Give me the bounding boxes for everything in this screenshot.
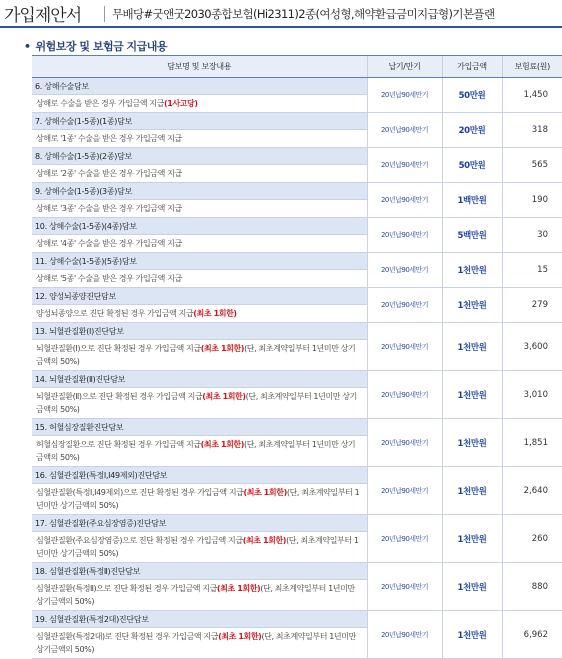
premium-value: 3,010 bbox=[502, 371, 562, 419]
description-highlight: (최초 1회한) bbox=[218, 632, 262, 641]
coverage-description bbox=[32, 305, 367, 323]
payment-period: 20년납90세만기 bbox=[367, 611, 442, 659]
description-note: (단, 최초계약일부터 1년미만 상기금액의 50%) bbox=[36, 488, 360, 510]
coverage-name: 17. 심혈관질환(주요심장염증)진단담보 bbox=[32, 515, 367, 532]
coverage-name: 13. 뇌혈관질환(Ⅰ)진단담보 bbox=[32, 323, 367, 340]
premium-value: 565 bbox=[502, 148, 562, 183]
coverage-name: 12. 양성뇌종양진단담보 bbox=[32, 288, 367, 305]
coverage-name: 18. 심혈관질환(특정Ⅱ)진단담보 bbox=[32, 563, 367, 580]
coverage-name: 10. 상해수술(1-5종)(4종)담보 bbox=[32, 218, 367, 235]
coverage-description bbox=[32, 436, 367, 467]
coverage-name-row bbox=[32, 611, 562, 628]
coverage-name-row bbox=[32, 78, 562, 95]
coverage-name-row bbox=[32, 218, 562, 235]
description-highlight: (최초 1회한) bbox=[200, 344, 245, 353]
insured-amount: 1천만원 bbox=[442, 288, 502, 323]
coverage-name-row bbox=[32, 113, 562, 130]
premium-value: 3,600 bbox=[502, 323, 562, 371]
payment-period: 20년납90세만기 bbox=[367, 515, 442, 563]
coverage-description bbox=[32, 388, 367, 419]
insured-amount: 20만원 bbox=[442, 113, 502, 148]
insured-amount: 1천만원 bbox=[442, 563, 502, 611]
payment-period: 20년납90세만기 bbox=[367, 253, 442, 288]
insured-amount: 50만원 bbox=[442, 78, 502, 113]
description-note: (단, 최초계약일부터 1년미만 상기금액의 50%) bbox=[36, 632, 356, 654]
description-text: 상해로 수술을 받은 경우 가입금액 지급 bbox=[36, 99, 164, 108]
table-header-row bbox=[32, 56, 562, 78]
description-note: (단, 최초계약일부터 1년미만 상기금액의 50%) bbox=[36, 440, 356, 462]
description-text: 심혈관질환(주요심장염증)으로 진단 확정된 경우 가입금액 지급 bbox=[36, 536, 243, 545]
payment-period: 20년납90세만기 bbox=[367, 183, 442, 218]
insured-amount: 1천만원 bbox=[442, 611, 502, 659]
description-note: (단, 최초계약일부터 1년미만 상기금액의 50%) bbox=[36, 536, 359, 558]
insured-amount: 1천만원 bbox=[442, 419, 502, 467]
description-text: 상해로 '4종' 수술을 받은 경우 가입금액 지급 bbox=[36, 239, 182, 248]
coverage-name-row bbox=[32, 183, 562, 200]
insured-amount: 1천만원 bbox=[442, 371, 502, 419]
premium-value: 190 bbox=[502, 183, 562, 218]
coverage-description bbox=[32, 95, 367, 113]
premium-value: 2,640 bbox=[502, 467, 562, 515]
coverage-description bbox=[32, 340, 367, 371]
payment-period: 20년납90세만기 bbox=[367, 113, 442, 148]
coverage-name: 14. 뇌혈관질환(Ⅱ)진단담보 bbox=[32, 371, 367, 388]
insured-amount: 1백만원 bbox=[442, 183, 502, 218]
payment-period: 20년납90세만기 bbox=[367, 419, 442, 467]
description-text: 심혈관질환(특정2대)로 진단 확정된 경우 가입금액 지급 bbox=[36, 632, 219, 641]
description-note: (단, 최초계약일부터 1년미만 상기금액의 50%) bbox=[36, 344, 356, 366]
coverage-description bbox=[32, 200, 367, 218]
description-text: 뇌혈관질환(Ⅰ)으로 진단 확정된 경우 가입금액 지급 bbox=[36, 344, 201, 353]
coverage-description bbox=[32, 628, 367, 659]
header-divider bbox=[104, 6, 105, 22]
document-title: 가입제안서 bbox=[4, 6, 82, 26]
premium-value: 6,962 bbox=[502, 611, 562, 659]
description-text: 심혈관질환(특정Ⅰ,I49제외)으로 진단 확정된 경우 가입금액 지급 bbox=[36, 488, 244, 497]
description-text: 뇌혈관질환(Ⅱ)으로 진단 확정된 경우 가입금액 지급 bbox=[36, 392, 203, 401]
coverage-name-row bbox=[32, 563, 562, 580]
coverage-name-row bbox=[32, 371, 562, 388]
coverage-description bbox=[32, 270, 367, 288]
insured-amount: 50만원 bbox=[442, 148, 502, 183]
coverage-name-row bbox=[32, 288, 562, 305]
coverage-name-row bbox=[32, 467, 562, 484]
column-header-period: 납기/만기 bbox=[367, 56, 442, 78]
description-text: 심혈관질환(특정Ⅱ)으로 진단 확정된 경우 가입금액 지급 bbox=[36, 584, 217, 593]
coverage-description bbox=[32, 165, 367, 183]
description-note: (단, 최초계약일부터 1년미만 상기금액의 50%) bbox=[36, 584, 355, 606]
payment-period: 20년납90세만기 bbox=[367, 323, 442, 371]
column-header-premium: 보험료(원) bbox=[502, 56, 562, 78]
premium-value: 1,851 bbox=[502, 419, 562, 467]
premium-value: 15 bbox=[502, 253, 562, 288]
coverage-name: 11. 상해수술(1-5종)(5종)담보 bbox=[32, 253, 367, 270]
description-text: 상해로 '1종' 수술을 받은 경우 가입금액 지급 bbox=[36, 134, 182, 143]
coverage-name: 6. 상해수술담보 bbox=[32, 78, 367, 95]
bullet-icon: • bbox=[24, 40, 31, 53]
payment-period: 20년납90세만기 bbox=[367, 218, 442, 253]
payment-period: 20년납90세만기 bbox=[367, 148, 442, 183]
coverage-name: 16. 심혈관질환(특정Ⅰ,I49제외)진단담보 bbox=[32, 467, 367, 484]
payment-period: 20년납90세만기 bbox=[367, 467, 442, 515]
coverage-table bbox=[32, 55, 562, 659]
column-header-amount: 가입금액 bbox=[442, 56, 502, 78]
coverage-description bbox=[32, 484, 367, 515]
coverage-rows bbox=[32, 78, 562, 659]
payment-period: 20년납90세만기 bbox=[367, 563, 442, 611]
coverage-name: 19. 심혈관질환(특정2대)진단담보 bbox=[32, 611, 367, 628]
premium-value: 880 bbox=[502, 563, 562, 611]
coverage-description bbox=[32, 532, 367, 563]
description-highlight: (최초 1회한) bbox=[200, 440, 244, 449]
description-text: 상해로 '2종' 수술을 받은 경우 가입금액 지급 bbox=[36, 169, 182, 178]
description-text: 양성뇌종양으로 진단 확정된 경우 가입금액 지급 bbox=[36, 309, 194, 318]
payment-period: 20년납90세만기 bbox=[367, 371, 442, 419]
coverage-name-row bbox=[32, 419, 562, 436]
premium-value: 318 bbox=[502, 113, 562, 148]
insured-amount: 1천만원 bbox=[442, 253, 502, 288]
coverage-description bbox=[32, 130, 367, 148]
insured-amount: 1천만원 bbox=[442, 467, 502, 515]
description-highlight: (최초 1회한) bbox=[216, 584, 261, 593]
premium-value: 260 bbox=[502, 515, 562, 563]
section-heading bbox=[24, 38, 167, 54]
payment-period: 20년납90세만기 bbox=[367, 288, 442, 323]
coverage-name: 15. 허혈심장질환진단담보 bbox=[32, 419, 367, 436]
premium-value: 279 bbox=[502, 288, 562, 323]
description-text: 상해로 '5종' 수술을 받은 경우 가입금액 지급 bbox=[36, 274, 182, 283]
coverage-name: 9. 상해수술(1-5종)(3종)담보 bbox=[32, 183, 367, 200]
coverage-name-row bbox=[32, 253, 562, 270]
premium-value: 30 bbox=[502, 218, 562, 253]
payment-period: 20년납90세만기 bbox=[367, 78, 442, 113]
product-name: 무배당#굿앤굿2030종합보험(Hi2311)2종(여성형,해약환급금미지급형)기본플랜 bbox=[112, 7, 495, 21]
coverage-description bbox=[32, 580, 367, 611]
coverage-name-row bbox=[32, 148, 562, 165]
insured-amount: 5백만원 bbox=[442, 218, 502, 253]
description-highlight: (최초 1회한) bbox=[193, 309, 237, 318]
column-header-coverage: 담보명 및 보장내용 bbox=[32, 56, 367, 78]
description-highlight: (최초 1회한) bbox=[202, 392, 246, 401]
coverage-name-row bbox=[32, 515, 562, 532]
coverage-name: 7. 상해수술(1-5종)(1종)담보 bbox=[32, 113, 367, 130]
description-highlight: (최초 1회한) bbox=[242, 536, 287, 545]
coverage-name: 8. 상해수술(1-5종)(2종)담보 bbox=[32, 148, 367, 165]
coverage-name-row bbox=[32, 323, 562, 340]
insured-amount: 1천만원 bbox=[442, 515, 502, 563]
description-text: 상해로 '3종' 수술을 받은 경우 가입금액 지급 bbox=[36, 204, 182, 213]
page-header bbox=[0, 0, 562, 28]
coverage-description bbox=[32, 235, 367, 253]
description-highlight: (1사고당) bbox=[163, 99, 198, 108]
section-heading-text: 위험보장 및 보험금 지급내용 bbox=[35, 40, 168, 53]
description-text: 허혈심장질환으로 진단 확정된 경우 가입금액 지급 bbox=[36, 440, 201, 449]
insured-amount: 1천만원 bbox=[442, 323, 502, 371]
description-note: (단, 최초계약일부터 1년미만 상기금액의 50%) bbox=[36, 392, 357, 414]
premium-value: 1,450 bbox=[502, 78, 562, 113]
description-highlight: (최초 1회한) bbox=[243, 488, 287, 497]
